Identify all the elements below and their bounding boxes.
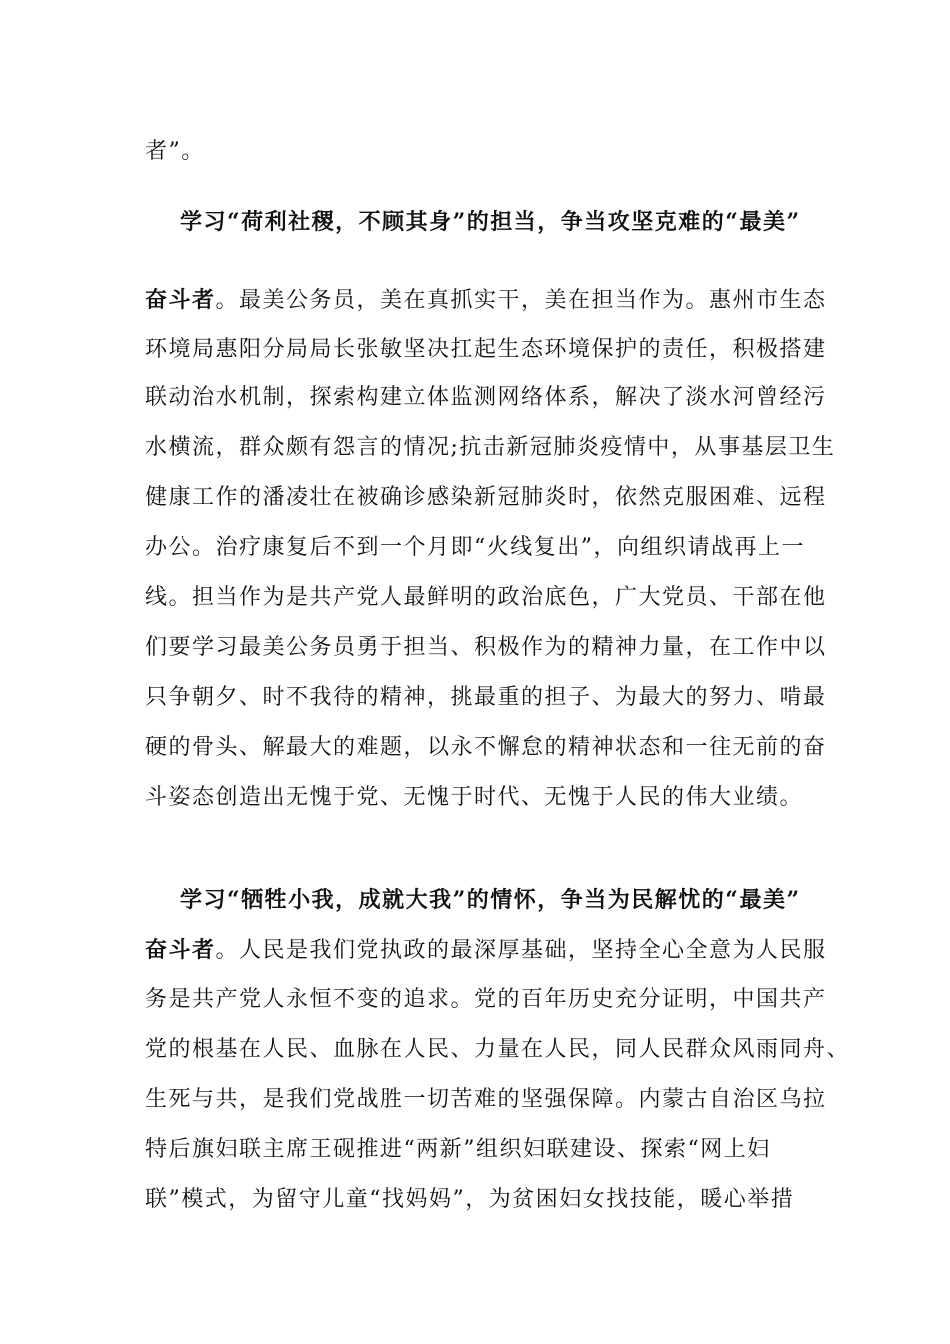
section1-heading-end: 奋斗者	[145, 287, 216, 313]
section1-line-8: 只争朝夕、时不我待的精神，挑最重的担子、为最大的努力、啃最	[145, 685, 827, 710]
section1-line-5: 办公。治疗康复后不到一个月即“火线复出”，向组织请战再上一	[145, 535, 805, 560]
section1-line-7: 们要学习最美公务员勇于担当、积极作为的精神力量，在工作中以	[145, 635, 827, 660]
section2-line-2: 党的根基在人民、血脉在人民、力量在人民，同人民群众风雨同舟、	[145, 1037, 851, 1062]
section1-line-4: 健康工作的潘凌壮在被确诊感染新冠肺炎时，依然克服困难、远程	[145, 485, 827, 510]
section1-line-1: 环境局惠阳分局局长张敏坚决扛起生态环境保护的责任，积极搭建	[145, 337, 827, 362]
section1-line-2: 联动治水机制，探索构建立体监测网络体系，解决了淡水河曾经污	[145, 385, 827, 410]
section1-heading: 学习“荷利社稷，不顾其身”的担当，争当攻坚克难的“最美”	[180, 209, 801, 235]
section1-line-0	[145, 285, 835, 316]
section1-text: 。最美公务员，美在真抓实干，美在担当作为。惠州市生态	[215, 288, 827, 313]
section2-line-5: 联”模式，为留守儿童“找妈妈”，为贫困妇女找技能，暖心举措	[145, 1187, 795, 1212]
section2-text: 。人民是我们党执政的最深厚基础，坚持全心全意为人民服	[215, 938, 827, 963]
section2-line-0	[145, 935, 835, 966]
section1-line-3: 水横流，群众颇有怨言的情况;抗击新冠肺炎疫情中，从事基层卫生	[145, 435, 836, 460]
section2-heading: 学习“牺牲小我，成就大我”的情怀，争当为民解忧的“最美”	[180, 887, 801, 913]
section2-line-1: 务是共产党人永恒不变的追求。党的百年历史充分证明，中国共产	[145, 987, 827, 1012]
section2-line-4: 特后旗妇联主席王砚推进“两新”组织妇联建设、探索“网上妇	[145, 1137, 771, 1162]
section1-line-9: 硬的骨头、解最大的难题，以永不懈怠的精神状态和一往无前的奋	[145, 735, 827, 760]
section1-line-6: 线。担当作为是共产党人最鲜明的政治底色，广大党员、干部在他	[145, 585, 827, 610]
top-fragment: 者”。	[145, 139, 205, 164]
section1-line-10: 斗姿态创造出无愧于党、无愧于时代、无愧于人民的伟大业绩。	[145, 785, 804, 810]
section2-heading-end: 奋斗者	[145, 937, 216, 963]
section2-line-3: 生死与共，是我们党战胜一切苦难的坚强保障。内蒙古自治区乌拉	[145, 1087, 827, 1112]
